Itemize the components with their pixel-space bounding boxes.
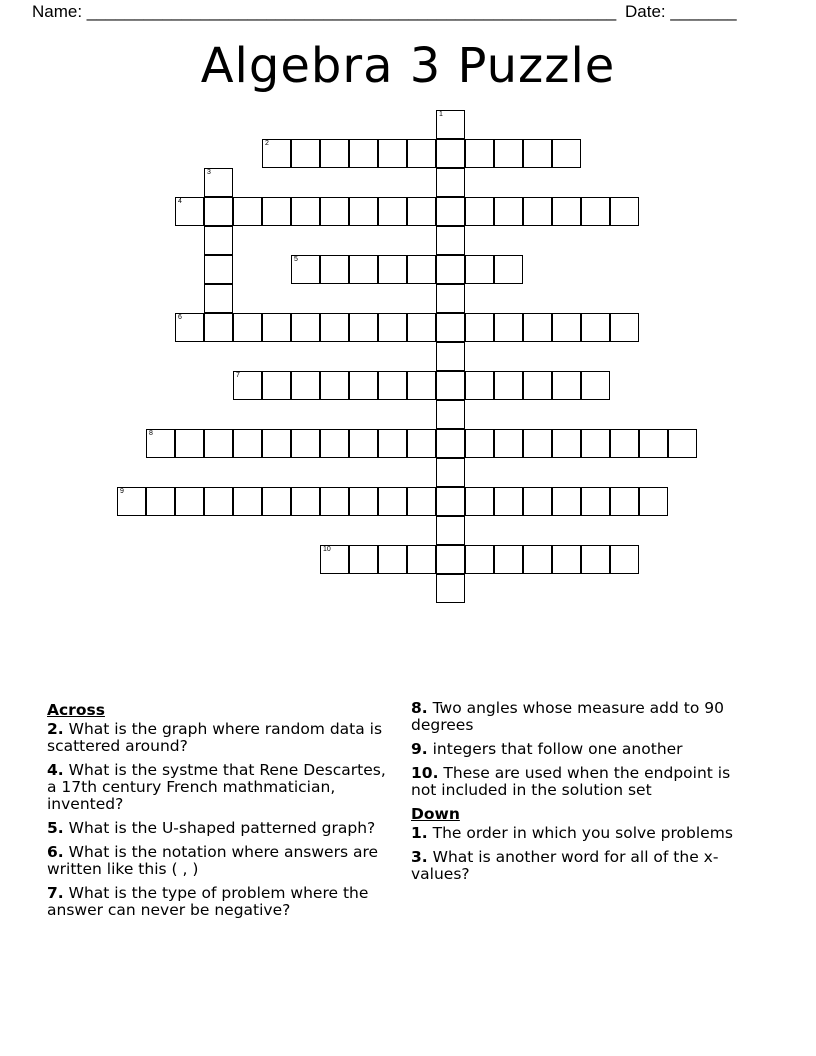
crossword-cell[interactable] [552, 487, 581, 516]
crossword-cell[interactable] [349, 313, 378, 342]
crossword-cell[interactable] [407, 429, 436, 458]
crossword-cell[interactable] [378, 313, 407, 342]
crossword-cell[interactable] [204, 487, 233, 516]
crossword-cell[interactable] [436, 400, 465, 429]
clue-item-text: What is the type of problem where the answer can never be negative? [47, 884, 369, 919]
crossword-cell[interactable] [494, 255, 523, 284]
crossword-cell[interactable] [291, 371, 320, 400]
crossword-cell[interactable] [204, 168, 233, 197]
crossword-cell[interactable] [233, 371, 262, 400]
name-field-label: Name: ________________________________________________________ [32, 2, 617, 21]
crossword-cell[interactable] [494, 371, 523, 400]
date-field-label: Date: _______ [625, 2, 737, 21]
crossword-cell[interactable] [378, 255, 407, 284]
crossword-cell[interactable] [465, 429, 494, 458]
crossword-cell[interactable] [668, 429, 697, 458]
clue-item-text: These are used when the endpoint is not included in the solution set [411, 764, 731, 799]
crossword-cell[interactable] [552, 545, 581, 574]
crossword-cell[interactable] [262, 371, 291, 400]
clue-item-text: integers that follow one another [432, 740, 683, 758]
puzzle-title: Algebra 3 Puzzle [200, 38, 616, 94]
crossword-cell[interactable] [436, 313, 465, 342]
crossword-cell[interactable] [610, 429, 639, 458]
down-heading: Down [411, 805, 460, 823]
crossword-cell[interactable] [465, 487, 494, 516]
clue-item [411, 700, 756, 734]
crossword-cell[interactable] [523, 545, 552, 574]
crossword-cell[interactable] [378, 197, 407, 226]
crossword-cell[interactable] [639, 429, 668, 458]
crossword-cell[interactable] [378, 429, 407, 458]
crossword-cell[interactable] [610, 313, 639, 342]
crossword-cell[interactable] [523, 371, 552, 400]
crossword-cell[interactable] [581, 313, 610, 342]
crossword-cell[interactable] [204, 255, 233, 284]
crossword-cell[interactable] [204, 284, 233, 313]
crossword-cell[interactable] [291, 197, 320, 226]
clue-item-number: 3. [411, 848, 428, 866]
crossword-cell[interactable] [407, 487, 436, 516]
crossword-cell[interactable] [465, 371, 494, 400]
clue-number: 5 [294, 256, 298, 263]
crossword-cell[interactable] [494, 487, 523, 516]
clue-number: 3 [207, 169, 211, 176]
crossword-cell[interactable] [320, 371, 349, 400]
crossword-cell[interactable] [146, 429, 175, 458]
crossword-cell[interactable] [407, 545, 436, 574]
crossword-cell[interactable] [175, 487, 204, 516]
crossword-cell[interactable] [610, 197, 639, 226]
crossword-cell[interactable] [320, 487, 349, 516]
crossword-cell[interactable] [552, 429, 581, 458]
crossword-cell[interactable] [436, 487, 465, 516]
crossword-cell[interactable] [581, 487, 610, 516]
crossword-cell[interactable] [378, 371, 407, 400]
clue-item [411, 825, 756, 842]
crossword-cell[interactable] [465, 197, 494, 226]
crossword-cell[interactable] [494, 429, 523, 458]
crossword-cell[interactable] [552, 197, 581, 226]
crossword-cell[interactable] [262, 139, 291, 168]
crossword-cell[interactable] [291, 313, 320, 342]
clue-item [411, 741, 756, 758]
crossword-cell[interactable] [349, 255, 378, 284]
clue-item-text: What is the graph where random data is scattered around? [47, 720, 383, 755]
crossword-cell[interactable] [204, 226, 233, 255]
crossword-cell[interactable] [465, 313, 494, 342]
clue-item-number: 9. [411, 740, 428, 758]
clues-right-column [411, 700, 756, 890]
crossword-cell[interactable] [523, 313, 552, 342]
clue-number: 1 [439, 111, 443, 118]
clue-number: 2 [265, 140, 269, 147]
crossword-cell[interactable] [436, 110, 465, 139]
clue-number: 7 [236, 372, 240, 379]
crossword-cell[interactable] [523, 487, 552, 516]
crossword-cell[interactable] [233, 487, 262, 516]
crossword-cell[interactable] [146, 487, 175, 516]
crossword-cell[interactable] [581, 371, 610, 400]
crossword-cell[interactable] [407, 371, 436, 400]
clue-item-number: 6. [47, 843, 64, 861]
crossword-cell[interactable] [494, 313, 523, 342]
crossword-cell[interactable] [581, 545, 610, 574]
clue-item-text: What is the notation where answers are written like this ( , ) [47, 843, 379, 878]
clue-item [47, 844, 392, 878]
crossword-cell[interactable] [349, 371, 378, 400]
crossword-cell[interactable] [465, 255, 494, 284]
crossword-cell[interactable] [320, 545, 349, 574]
crossword-cell[interactable] [407, 255, 436, 284]
crossword-cell[interactable] [349, 139, 378, 168]
clue-item [47, 721, 392, 755]
clue-item-number: 2. [47, 720, 64, 738]
crossword-cell[interactable] [436, 458, 465, 487]
crossword-cell[interactable] [175, 197, 204, 226]
clue-item-number: 4. [47, 761, 64, 779]
clue-item-text: What is the systme that Rene Descartes, a 17th century French mathmatician, invented? [47, 761, 386, 813]
crossword-cell[interactable] [291, 429, 320, 458]
crossword-cell[interactable] [233, 429, 262, 458]
crossword-cell[interactable] [320, 429, 349, 458]
crossword-cell[interactable] [378, 545, 407, 574]
clue-item-number: 10. [411, 764, 439, 782]
crossword-cell[interactable] [175, 313, 204, 342]
clue-item [47, 820, 392, 837]
crossword-cell[interactable] [523, 197, 552, 226]
clues-left-column [47, 700, 392, 926]
crossword-cell[interactable] [349, 545, 378, 574]
crossword-cell[interactable] [436, 197, 465, 226]
crossword-cell[interactable] [581, 197, 610, 226]
clue-item-text: What is the U-shaped patterned graph? [68, 819, 376, 837]
crossword-cell[interactable] [175, 429, 204, 458]
crossword-cell[interactable] [204, 429, 233, 458]
clue-item-text: The order in which you solve problems [432, 824, 733, 842]
crossword-cell[interactable] [117, 487, 146, 516]
crossword-cell[interactable] [407, 313, 436, 342]
crossword-cell[interactable] [320, 139, 349, 168]
crossword-cell[interactable] [204, 313, 233, 342]
clue-item-text: What is another word for all of the x- values? [411, 848, 719, 883]
crossword-cell[interactable] [378, 487, 407, 516]
crossword-cell[interactable] [262, 313, 291, 342]
crossword-cell[interactable] [552, 313, 581, 342]
crossword-cell[interactable] [233, 313, 262, 342]
crossword-cell[interactable] [436, 168, 465, 197]
clue-number: 9 [120, 488, 124, 495]
crossword-cell[interactable] [349, 429, 378, 458]
crossword-cell[interactable] [610, 487, 639, 516]
across-heading: Across [47, 701, 105, 719]
crossword-cell[interactable] [436, 429, 465, 458]
clue-item-number: 8. [411, 699, 428, 717]
crossword-cell[interactable] [523, 139, 552, 168]
clue-item [47, 885, 392, 919]
clue-item-text: Two angles whose measure add to 90 degrees [411, 699, 724, 734]
clue-item-number: 1. [411, 824, 428, 842]
crossword-cell[interactable] [436, 545, 465, 574]
crossword-cell[interactable] [639, 487, 668, 516]
crossword-cell[interactable] [552, 371, 581, 400]
crossword-cell[interactable] [436, 255, 465, 284]
crossword-cell[interactable] [436, 226, 465, 255]
crossword-cell[interactable] [204, 197, 233, 226]
crossword-cell[interactable] [349, 487, 378, 516]
crossword-cell[interactable] [407, 139, 436, 168]
crossword-cell[interactable] [262, 429, 291, 458]
crossword-cell[interactable] [320, 197, 349, 226]
clue-number: 6 [178, 314, 182, 321]
clue-number: 8 [149, 430, 153, 437]
clue-item-number: 5. [47, 819, 64, 837]
crossword-cell[interactable] [436, 284, 465, 313]
crossword-cell[interactable] [378, 139, 407, 168]
crossword-cell[interactable] [436, 342, 465, 371]
crossword-cell[interactable] [320, 255, 349, 284]
crossword-cell[interactable] [262, 487, 291, 516]
crossword-cell[interactable] [494, 197, 523, 226]
clue-number: 10 [323, 546, 331, 553]
crossword-cell[interactable] [581, 429, 610, 458]
crossword-cell[interactable] [494, 139, 523, 168]
crossword-cell[interactable] [291, 255, 320, 284]
crossword-cell[interactable] [610, 545, 639, 574]
crossword-cell[interactable] [320, 313, 349, 342]
crossword-cell[interactable] [523, 429, 552, 458]
crossword-cell[interactable] [436, 371, 465, 400]
crossword-cell[interactable] [436, 139, 465, 168]
clue-number: 4 [178, 198, 182, 205]
crossword-cell[interactable] [291, 139, 320, 168]
crossword-cell[interactable] [436, 516, 465, 545]
crossword-cell[interactable] [291, 487, 320, 516]
crossword-cell[interactable] [233, 197, 262, 226]
crossword-cell[interactable] [407, 197, 436, 226]
crossword-cell[interactable] [436, 574, 465, 603]
crossword-cell[interactable] [465, 545, 494, 574]
crossword-cell[interactable] [262, 197, 291, 226]
clue-item [411, 765, 756, 799]
crossword-cell[interactable] [552, 139, 581, 168]
clue-item [47, 762, 392, 813]
clue-item-number: 7. [47, 884, 64, 902]
crossword-cell[interactable] [465, 139, 494, 168]
clue-item [411, 849, 756, 883]
crossword-cell[interactable] [494, 545, 523, 574]
crossword-cell[interactable] [349, 197, 378, 226]
